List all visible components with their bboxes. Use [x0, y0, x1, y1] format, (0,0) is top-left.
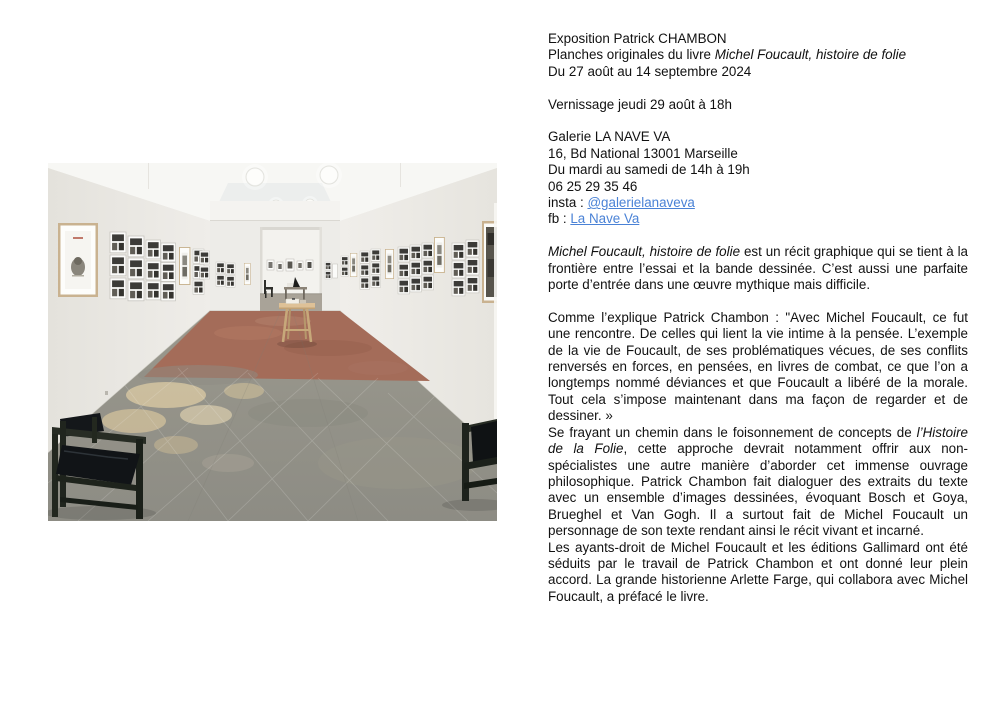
book-title-italic: Michel Foucault, histoire de folie — [548, 244, 741, 260]
venue-facebook-line — [548, 211, 968, 227]
intro-text: est un récit graphique qui se tient à la frontière entre l’essai et la bande dessinée. C’est aussi une parfaite porte d’entrée dans une œuvre mythique mais difficile. — [548, 244, 969, 293]
instagram-link[interactable]: @galerielanaveva — [587, 195, 695, 211]
instagram-label: insta : — [548, 195, 588, 211]
venue-hours: Du mardi au samedi de 14h à 19h — [548, 162, 750, 178]
wall-outlet — [105, 391, 108, 395]
venue-name: Galerie LA NAVE VA — [548, 129, 671, 145]
back-room-doorway — [260, 227, 322, 311]
spacer — [548, 80, 968, 96]
spacer — [548, 293, 968, 309]
exhibition-title: Exposition Patrick CHAMBON — [548, 31, 727, 46]
paragraph-intro — [548, 244, 968, 293]
facebook-link[interactable]: La Nave Va — [570, 211, 640, 227]
spacer — [548, 113, 968, 129]
spacer — [548, 228, 968, 244]
approach-text: , cette approche devrait notamment offrir aux non-spécialistes une autre manière d’aborder cet immense ouvrage philosophique. Patrick Chambon fait dialoguer des extraits du texte avec un ensemble d’images dessinées, évoquant Bosch et Goya, Brueghel et Van Gogh. Il a surtout fait de Michel Foucault un personnage de son texte rendant ainsi le récit vivant et incarné. — [548, 441, 968, 539]
venue-phone: 06 25 29 35 46 — [548, 178, 638, 194]
gallery-photo — [48, 163, 497, 521]
framed-drawing-large — [58, 223, 98, 297]
paragraph-quote: Comme l’explique Patrick Chambon : "Avec Michel Foucault, ce fut une rencontre. De celles qui lient la vie intime à la pensée. L’exemple de la vie de Foucault, de ses problématiques vécues, de ses conflits renversés en forces, en pensées, en livres de combat, ce que l’on a longtemps nommé déviances et que Foucault a libéré de la morale. Tout cela s’impose maintenant dans ma façon de regarder et de dessiner. » — [548, 309, 968, 424]
exhibition-dates: Du 27 août au 14 septembre 2024 — [548, 63, 752, 79]
vernissage-line: Vernissage jeudi 29 août à 18h — [548, 96, 732, 112]
exhibition-subtitle — [548, 47, 968, 63]
venue-instagram-line — [548, 195, 968, 211]
subtitle-prefix: Planches originales du livre — [548, 47, 715, 63]
text-column — [548, 31, 968, 605]
back-room-artworks — [267, 259, 313, 271]
paragraph-approach — [548, 425, 968, 540]
book-title-italic: Michel Foucault, histoire de folie — [714, 47, 907, 63]
histoire-folie-italic: l’Histoire de la Folie — [548, 424, 968, 457]
paragraph-rights: Les ayants-droit de Michel Foucault et les éditions Gallimard ont été séduits par le travail de Patrick Chambon et ont donné leur plein accord. La grande historienne Arlette Farge, qui collabora avec Michel Foucault, a préfacé le livre. — [548, 539, 968, 604]
venue-address: 16, Bd National 13001 Marseille — [548, 145, 738, 161]
facebook-label: fb : — [548, 211, 571, 227]
approach-prefix: Se frayant un chemin dans le foisonnement de concepts de — [548, 424, 917, 440]
